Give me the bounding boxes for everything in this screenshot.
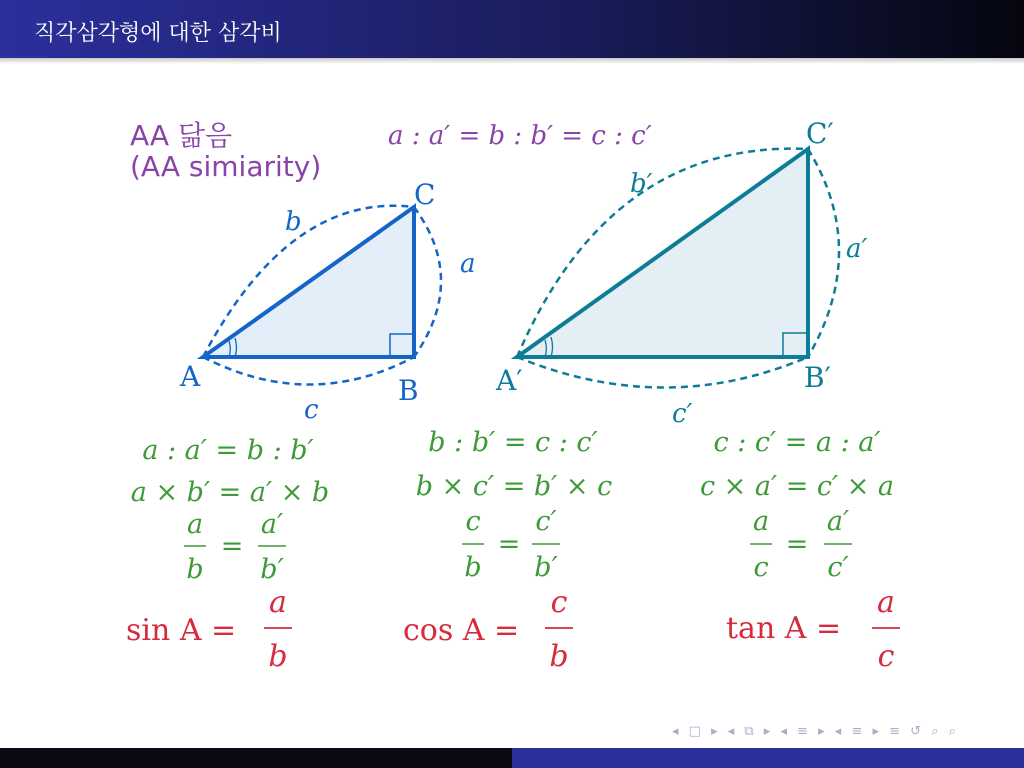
cos-cross-eq: b × c′ = b′ × c xyxy=(415,471,613,502)
small-vertex-B: B xyxy=(398,374,419,407)
large-arc-a xyxy=(808,149,839,357)
large-side-c: c′ xyxy=(672,399,693,429)
beamer-navigation[interactable]: ◂ □ ▸ ◂ ⧉ ▸ ◂ ≡ ▸ ◂ ≡ ▸ ≡ ↺ ⌕ ⌕ xyxy=(672,724,959,739)
ratio-equation: a : a′ = b : b′ = c : c′ xyxy=(388,121,652,151)
footer-bar-right xyxy=(512,748,1024,768)
small-arc-c xyxy=(203,357,414,385)
small-vertex-C: C xyxy=(414,178,436,211)
large-triangle xyxy=(495,117,868,429)
tan-frac-right-num: a′ xyxy=(826,506,850,537)
small-arc-a xyxy=(414,207,441,357)
large-arc-c xyxy=(517,357,808,388)
sin-frac-equals: = xyxy=(220,531,244,562)
tan-frac-equals: = xyxy=(785,529,809,560)
sin-frac-left-num: a xyxy=(186,509,204,540)
large-vertex-A: A′ xyxy=(496,364,523,397)
cos-frac-right-num: c′ xyxy=(535,506,557,537)
large-side-a: a′ xyxy=(846,234,868,264)
sin-ratio-eq: a : a′ = b : b′ xyxy=(142,435,314,466)
aa-similarity-title: AA 닮음 xyxy=(130,119,233,152)
aa-similarity-subtitle: (AA simiarity) xyxy=(130,150,322,183)
cos-label: cos A = xyxy=(403,613,520,648)
large-side-b: b′ xyxy=(630,169,653,199)
tan-frac-right-den: c′ xyxy=(827,552,849,583)
slide-title: 직각삼각형에 대한 삼각비 xyxy=(34,21,282,46)
small-triangle-shape xyxy=(203,207,414,357)
cos-num: c xyxy=(550,585,568,620)
cos-frac-right-den: b′ xyxy=(534,552,558,583)
sin-num: a xyxy=(269,585,287,620)
sin-frac-right-num: a′ xyxy=(260,509,284,540)
large-vertex-B: B′ xyxy=(804,361,831,394)
small-side-c: c xyxy=(304,395,319,425)
cos-ratio-eq: b : b′ = c : c′ xyxy=(428,427,598,458)
column-sin xyxy=(126,435,329,674)
cos-den: b xyxy=(549,639,569,674)
tan-frac-left-den: c xyxy=(753,552,769,583)
small-vertex-A: A xyxy=(180,360,201,393)
sin-label: sin A = xyxy=(126,613,237,648)
tan-cross-eq: c × a′ = c′ × a xyxy=(699,471,895,502)
tan-frac-left-num: a xyxy=(752,506,770,537)
tan-num: a xyxy=(877,585,895,620)
small-side-b: b xyxy=(285,207,302,237)
sin-cross-eq: a × b′ = a′ × b xyxy=(130,477,330,508)
cos-frac-left-den: b xyxy=(464,552,482,583)
large-vertex-C: C′ xyxy=(806,117,834,150)
tan-label: tan A = xyxy=(726,611,842,646)
sin-frac-left-den: b xyxy=(186,554,204,585)
footer-bar-left xyxy=(0,748,512,768)
tan-den: c xyxy=(877,639,895,674)
column-tan xyxy=(700,427,900,674)
tan-ratio-eq: c : c′ = a : a′ xyxy=(713,427,881,458)
column-cos xyxy=(403,427,612,674)
cos-frac-left-num: c xyxy=(465,506,481,537)
small-side-a: a xyxy=(460,249,476,279)
small-triangle xyxy=(179,178,476,425)
sin-frac-right-den: b′ xyxy=(260,554,284,585)
cos-frac-equals: = xyxy=(497,529,521,560)
sin-den: b xyxy=(268,639,288,674)
